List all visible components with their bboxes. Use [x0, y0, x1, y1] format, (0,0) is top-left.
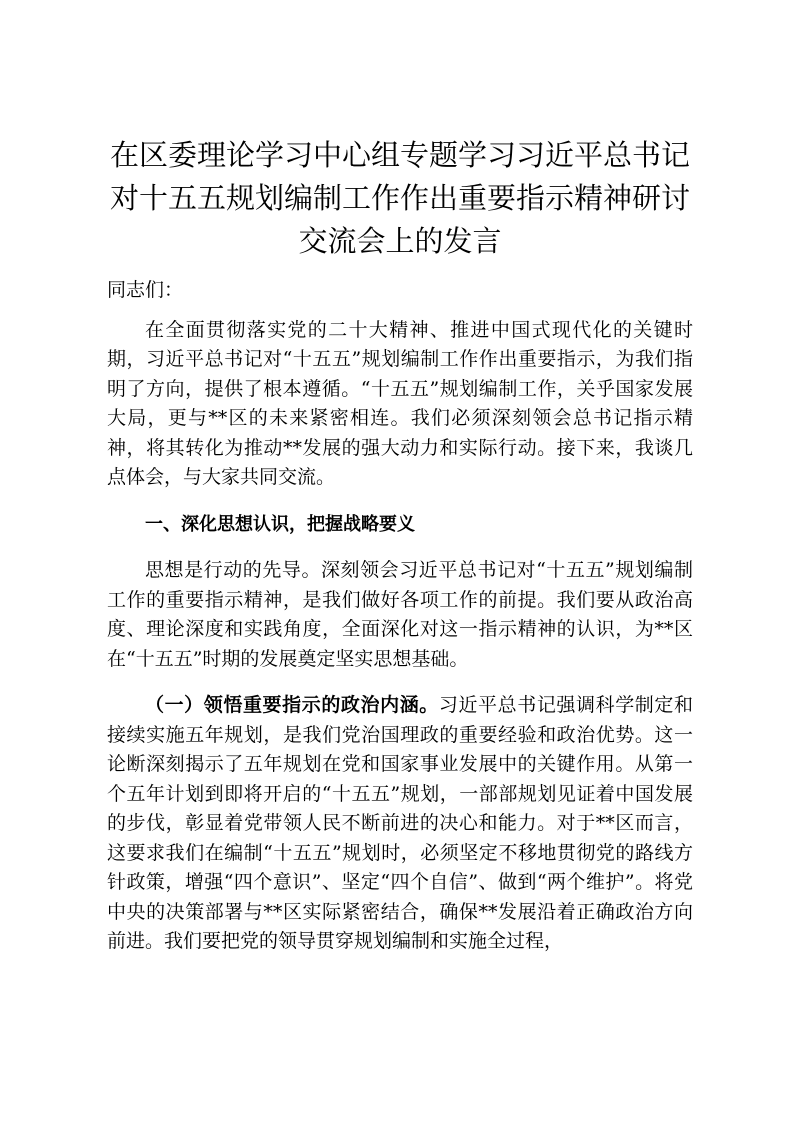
intro-paragraph: 在全面贯彻落实党的二十大精神、推进中国式现代化的关键时期，习近平总书记对“十五五”规划编制工作作出重要指示，为我们指明了方向，提供了根本遵循。“十五五”规划编制工作，关乎国家发展大局，更与**区的未来紧密相连。我们必须深刻领会总书记指示精神，将其转化为推动**发展的强大动力和实际行动。接下来，我谈几点体会，与大家共同交流。 — [107, 318, 693, 488]
subsection-1-text: 习近平总书记强调科学制定和接续实施五年规划，是我们党治国理政的重要经验和政治优势。这一论断深刻揭示了五年规划在党和国家事业发展中的关键作用。从第一个五年计划到即将开启的“十五五”规划，一部部规划见证着中国发展的步伐，彰显着党带领人民不断前进的决心和能力。对于**区而言，这要求我们在编制“十五五”规划时，必须坚定不移地贯彻党的路线方针政策，增强“四个意识”、坚定“四个自信”、做到“两个维护”。将党中央的决策部署与**区实际紧密结合，确保**发展沿着正确政治方向前进。我们要把党的领导贯穿规划编制和实施全过程， — [107, 694, 693, 952]
title-line-3: 交流会上的发言 — [298, 224, 502, 258]
section-heading-1: 一、深化思想认识，把握战略要义 — [145, 513, 415, 535]
subsection-1-heading: （一）领悟重要指示的政治内涵。 — [145, 694, 439, 716]
title-line-2: 对十五五规划编制工作作出重要指示精神研讨 — [109, 181, 690, 215]
title-line-1: 在区委理论学习中心组专题学习习近平总书记 — [109, 138, 690, 172]
section-1-paragraph: 思想是行动的先导。深刻领会习近平总书记对“十五五”规划编制工作的重要指示精神，是我们做好各项工作的前提。我们要从政治高度、理论深度和实践角度，全面深化对这一指示精神的认识，为**区在“十五五”时期的发展奠定坚实思想基础。 — [107, 559, 693, 670]
document-body — [107, 276, 693, 957]
document-title — [100, 134, 700, 263]
salutation: 同志们： — [107, 279, 184, 301]
subsection-1-paragraph — [107, 691, 693, 957]
